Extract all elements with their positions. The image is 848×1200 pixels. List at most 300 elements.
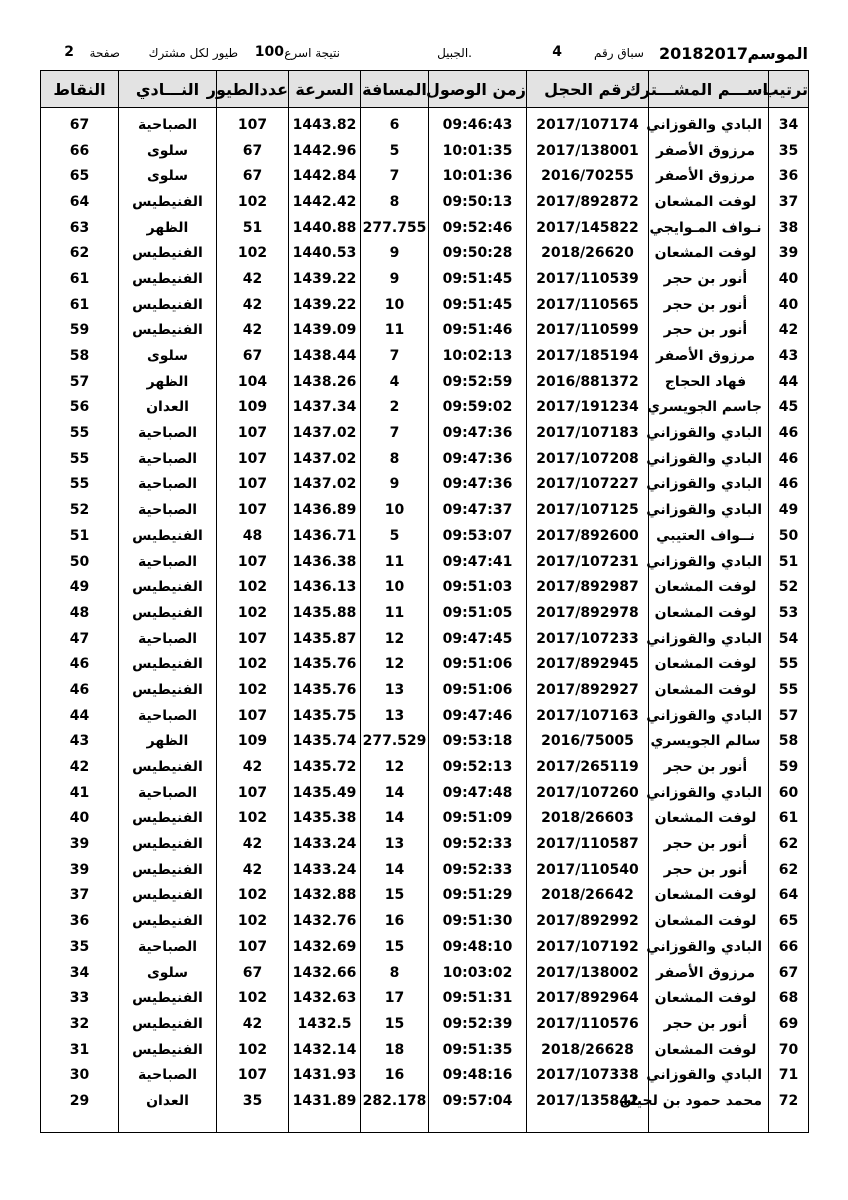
cell-birds: 42 — [217, 857, 289, 883]
cell-birds: 107 — [217, 108, 289, 138]
cell-birds: 107 — [217, 703, 289, 729]
empty-cell — [289, 1114, 361, 1133]
cell-distance: 4 — [361, 369, 429, 395]
cell-club: الفنيطيس — [119, 1037, 217, 1063]
cell-rank: 71 — [769, 1062, 809, 1088]
cell-birds: 107 — [217, 1062, 289, 1088]
cell-ring: 2017/110576 — [527, 1011, 649, 1037]
cell-points: 57 — [41, 369, 119, 395]
cell-distance: 11 — [361, 318, 429, 344]
table-row — [41, 754, 809, 780]
cell-points: 47 — [41, 626, 119, 652]
cell-participant: أنور بن حجر — [649, 831, 769, 857]
cell-ring: 2017/110539 — [527, 266, 649, 292]
cell-distance: 15 — [361, 883, 429, 909]
cell-distance: 7 — [361, 420, 429, 446]
cell-rank: 64 — [769, 883, 809, 909]
cell-distance: 10 — [361, 292, 429, 318]
cell-rank: 61 — [769, 806, 809, 832]
cell-club: الصباحية — [119, 472, 217, 498]
cell-arrival: 09:51:45 — [429, 292, 527, 318]
cell-speed: 1439.22 — [289, 266, 361, 292]
cell-arrival: 09:57:04 — [429, 1088, 527, 1114]
cell-participant: مرزوق الأصفر — [649, 960, 769, 986]
cell-participant: البادي والقوزاني — [649, 472, 769, 498]
empty-cell — [361, 1114, 429, 1133]
cell-birds: 42 — [217, 754, 289, 780]
cell-distance: 8 — [361, 189, 429, 215]
cell-distance: 10 — [361, 497, 429, 523]
cell-ring: 2017/185194 — [527, 343, 649, 369]
cell-ring: 2018/26620 — [527, 240, 649, 266]
cell-distance: 16 — [361, 908, 429, 934]
table-row — [41, 266, 809, 292]
cell-distance: 7 — [361, 343, 429, 369]
table-row — [41, 677, 809, 703]
cell-rank: 52 — [769, 574, 809, 600]
cell-birds: 67 — [217, 138, 289, 164]
cell-arrival: 09:53:07 — [429, 523, 527, 549]
cell-points: 55 — [41, 446, 119, 472]
cell-arrival: 09:47:48 — [429, 780, 527, 806]
cell-participant: لوفت المشعان — [649, 883, 769, 909]
cell-birds: 102 — [217, 806, 289, 832]
table-row — [41, 138, 809, 164]
cell-ring: 2017/107125 — [527, 497, 649, 523]
empty-cell — [769, 1114, 809, 1133]
cell-distance: 9 — [361, 472, 429, 498]
cell-club: سلوى — [119, 960, 217, 986]
cell-rank: 39 — [769, 240, 809, 266]
cell-rank: 46 — [769, 420, 809, 446]
cell-club: الصباحية — [119, 446, 217, 472]
table-row — [41, 292, 809, 318]
cell-speed: 1436.89 — [289, 497, 361, 523]
table-row — [41, 549, 809, 575]
cell-speed: 1432.69 — [289, 934, 361, 960]
cell-rank: 62 — [769, 831, 809, 857]
cell-participant: لوفت المشعان — [649, 806, 769, 832]
cell-rank: 66 — [769, 934, 809, 960]
cell-birds: 67 — [217, 163, 289, 189]
cell-club: الصباحية — [119, 1062, 217, 1088]
cell-speed: 1435.76 — [289, 677, 361, 703]
cell-speed: 1432.66 — [289, 960, 361, 986]
cell-speed: 1437.02 — [289, 420, 361, 446]
cell-rank: 50 — [769, 523, 809, 549]
cell-participant: مرزوق الأصفر — [649, 138, 769, 164]
table-row — [41, 497, 809, 523]
cell-ring: 2017/138001 — [527, 138, 649, 164]
cell-club: الصباحية — [119, 108, 217, 138]
empty-cell — [41, 1114, 119, 1133]
cell-points: 30 — [41, 1062, 119, 1088]
cell-arrival: 09:48:10 — [429, 934, 527, 960]
cell-rank: 65 — [769, 908, 809, 934]
table-row — [41, 523, 809, 549]
cell-arrival: 09:47:36 — [429, 446, 527, 472]
cell-distance: 8 — [361, 960, 429, 986]
cell-participant: مرزوق الأصفر — [649, 343, 769, 369]
cell-participant: أنور بن حجر — [649, 754, 769, 780]
cell-club: سلوى — [119, 163, 217, 189]
cell-arrival: 09:51:06 — [429, 651, 527, 677]
cell-participant: فهاد الحجاج — [649, 369, 769, 395]
cell-ring: 2017/107192 — [527, 934, 649, 960]
cell-club: الظهر — [119, 215, 217, 241]
cell-points: 41 — [41, 780, 119, 806]
cell-club: الفنيطيس — [119, 240, 217, 266]
cell-ring: 2017/107231 — [527, 549, 649, 575]
cell-club: الصباحية — [119, 934, 217, 960]
table-row — [41, 883, 809, 909]
cell-rank: 72 — [769, 1088, 809, 1114]
cell-participant: لوفت المشعان — [649, 985, 769, 1011]
cell-points: 52 — [41, 497, 119, 523]
cell-speed: 1435.74 — [289, 729, 361, 755]
cell-participant: لوفت المشعان — [649, 240, 769, 266]
col-participant: اســـم المشـــترك — [649, 71, 769, 108]
table-row — [41, 318, 809, 344]
cell-arrival: 09:47:46 — [429, 703, 527, 729]
cell-arrival: 09:47:37 — [429, 497, 527, 523]
table-row — [41, 472, 809, 498]
cell-rank: 46 — [769, 472, 809, 498]
cell-points: 48 — [41, 600, 119, 626]
cell-participant: نـواف المـوايجي — [649, 215, 769, 241]
table-row — [41, 729, 809, 755]
cell-club: الفنيطيس — [119, 1011, 217, 1037]
table-row — [41, 857, 809, 883]
empty-cell — [217, 1114, 289, 1133]
cell-distance: 282.178 — [361, 1088, 429, 1114]
table-row — [41, 343, 809, 369]
cell-ring: 2017/107260 — [527, 780, 649, 806]
cell-distance: 8 — [361, 446, 429, 472]
cell-arrival: 09:51:03 — [429, 574, 527, 600]
cell-distance: 17 — [361, 985, 429, 1011]
cell-distance: 10 — [361, 574, 429, 600]
cell-participant: أنور بن حجر — [649, 1011, 769, 1037]
cell-participant: لوفت المشعان — [649, 600, 769, 626]
cell-speed: 1435.76 — [289, 651, 361, 677]
cell-arrival: 10:01:36 — [429, 163, 527, 189]
cell-ring: 2017/892992 — [527, 908, 649, 934]
cell-rank: 34 — [769, 108, 809, 138]
cell-arrival: 09:52:46 — [429, 215, 527, 241]
cell-points: 34 — [41, 960, 119, 986]
result-label: نتيجة اسرع — [284, 46, 340, 60]
table-row — [41, 703, 809, 729]
cell-ring: 2016/881372 — [527, 369, 649, 395]
table-row — [41, 1088, 809, 1114]
cell-distance: 12 — [361, 626, 429, 652]
cell-rank: 51 — [769, 549, 809, 575]
cell-points: 56 — [41, 395, 119, 421]
cell-participant: لوفت المشعان — [649, 1037, 769, 1063]
cell-ring: 2017/138002 — [527, 960, 649, 986]
cell-ring: 2017/110540 — [527, 857, 649, 883]
cell-speed: 1438.44 — [289, 343, 361, 369]
table-row — [41, 108, 809, 138]
cell-birds: 35 — [217, 1088, 289, 1114]
results-table — [40, 70, 809, 1133]
cell-participant: أنور بن حجر — [649, 266, 769, 292]
table-row — [41, 395, 809, 421]
cell-distance: 13 — [361, 677, 429, 703]
cell-birds: 107 — [217, 549, 289, 575]
cell-rank: 59 — [769, 754, 809, 780]
cell-rank: 43 — [769, 343, 809, 369]
cell-participant: سالم الجويسري — [649, 729, 769, 755]
cell-birds: 107 — [217, 934, 289, 960]
cell-points: 50 — [41, 549, 119, 575]
empty-cell — [119, 1114, 217, 1133]
cell-speed: 1432.76 — [289, 908, 361, 934]
cell-ring: 2018/26603 — [527, 806, 649, 832]
cell-points: 66 — [41, 138, 119, 164]
cell-birds: 102 — [217, 189, 289, 215]
cell-club: الظهر — [119, 369, 217, 395]
cell-participant: محمد حمود بن لحيان — [649, 1088, 769, 1114]
cell-club: الفنيطيس — [119, 754, 217, 780]
cell-club: الفنيطيس — [119, 831, 217, 857]
cell-points: 40 — [41, 806, 119, 832]
cell-ring: 2017/892945 — [527, 651, 649, 677]
cell-ring: 2017/145822 — [527, 215, 649, 241]
cell-speed: 1435.72 — [289, 754, 361, 780]
table-row — [41, 189, 809, 215]
cell-points: 62 — [41, 240, 119, 266]
cell-points: 39 — [41, 831, 119, 857]
cell-birds: 107 — [217, 780, 289, 806]
cell-ring: 2017/110599 — [527, 318, 649, 344]
cell-distance: 14 — [361, 857, 429, 883]
cell-distance: 13 — [361, 831, 429, 857]
cell-distance: 5 — [361, 523, 429, 549]
table-row — [41, 831, 809, 857]
cell-arrival: 10:02:13 — [429, 343, 527, 369]
cell-birds: 102 — [217, 651, 289, 677]
cell-speed: 1440.53 — [289, 240, 361, 266]
cell-arrival: 09:51:45 — [429, 266, 527, 292]
cell-club: الصباحية — [119, 703, 217, 729]
cell-arrival: 09:52:13 — [429, 754, 527, 780]
cell-speed: 1435.75 — [289, 703, 361, 729]
table-row — [41, 215, 809, 241]
cell-participant: أنور بن حجر — [649, 292, 769, 318]
cell-points: 65 — [41, 163, 119, 189]
cell-club: الفنيطيس — [119, 574, 217, 600]
cell-speed: 1439.09 — [289, 318, 361, 344]
cell-rank: 40 — [769, 292, 809, 318]
cell-club: الفنيطيس — [119, 677, 217, 703]
cell-speed: 1432.5 — [289, 1011, 361, 1037]
cell-points: 63 — [41, 215, 119, 241]
cell-ring: 2017/107233 — [527, 626, 649, 652]
cell-points: 55 — [41, 420, 119, 446]
cell-participant: لوفت المشعان — [649, 574, 769, 600]
cell-birds: 102 — [217, 1037, 289, 1063]
cell-ring: 2017/892964 — [527, 985, 649, 1011]
cell-rank: 60 — [769, 780, 809, 806]
cell-speed: 1432.63 — [289, 985, 361, 1011]
cell-points: 61 — [41, 266, 119, 292]
cell-ring: 2017/107227 — [527, 472, 649, 498]
cell-club: الصباحية — [119, 497, 217, 523]
cell-points: 67 — [41, 108, 119, 138]
table-row — [41, 651, 809, 677]
cell-points: 44 — [41, 703, 119, 729]
cell-club: الفنيطيس — [119, 292, 217, 318]
cell-ring: 2017/107183 — [527, 420, 649, 446]
cell-ring: 2017/107338 — [527, 1062, 649, 1088]
cell-birds: 102 — [217, 600, 289, 626]
cell-points: 33 — [41, 985, 119, 1011]
cell-speed: 1432.88 — [289, 883, 361, 909]
cell-arrival: 09:52:39 — [429, 1011, 527, 1037]
cell-club: سلوى — [119, 343, 217, 369]
cell-rank: 45 — [769, 395, 809, 421]
cell-birds: 107 — [217, 626, 289, 652]
table-row — [41, 960, 809, 986]
cell-ring: 2017/892600 — [527, 523, 649, 549]
cell-ring: 2017/892987 — [527, 574, 649, 600]
table-row — [41, 934, 809, 960]
cell-speed: 1437.02 — [289, 472, 361, 498]
cell-rank: 55 — [769, 651, 809, 677]
cell-speed: 1433.24 — [289, 831, 361, 857]
table-row — [41, 985, 809, 1011]
cell-speed: 1436.13 — [289, 574, 361, 600]
cell-club: العدان — [119, 1088, 217, 1114]
page-number: 2 — [64, 44, 74, 60]
result-value: 100 — [254, 44, 284, 60]
cell-rank: 38 — [769, 215, 809, 241]
cell-speed: 1431.93 — [289, 1062, 361, 1088]
cell-club: الظهر — [119, 729, 217, 755]
cell-points: 49 — [41, 574, 119, 600]
cell-participant: مرزوق الأصفر — [649, 163, 769, 189]
cell-rank: 69 — [769, 1011, 809, 1037]
cell-arrival: 09:51:31 — [429, 985, 527, 1011]
cell-points: 35 — [41, 934, 119, 960]
table-row — [41, 369, 809, 395]
cell-participant: نــواف العتيبي — [649, 523, 769, 549]
cell-participant: البادي والقوزاني — [649, 780, 769, 806]
cell-club: الفنيطيس — [119, 857, 217, 883]
cell-arrival: 09:47:41 — [429, 549, 527, 575]
race-label: سباق رقم — [594, 46, 644, 60]
cell-club: الصباحية — [119, 780, 217, 806]
cell-birds: 42 — [217, 831, 289, 857]
cell-ring: 2017/110565 — [527, 292, 649, 318]
cell-ring: 2016/75005 — [527, 729, 649, 755]
cell-distance: 15 — [361, 934, 429, 960]
cell-birds: 102 — [217, 240, 289, 266]
cell-points: 61 — [41, 292, 119, 318]
cell-ring: 2017/892927 — [527, 677, 649, 703]
cell-birds: 102 — [217, 574, 289, 600]
cell-ring: 2017/110587 — [527, 831, 649, 857]
cell-rank: 67 — [769, 960, 809, 986]
cell-speed: 1442.42 — [289, 189, 361, 215]
cell-rank: 58 — [769, 729, 809, 755]
table-row — [41, 574, 809, 600]
cell-arrival: 09:50:28 — [429, 240, 527, 266]
cell-birds: 42 — [217, 1011, 289, 1037]
cell-speed: 1443.82 — [289, 108, 361, 138]
cell-distance: 9 — [361, 266, 429, 292]
cell-participant: البادي والقوزاني — [649, 703, 769, 729]
cell-club: الفنيطيس — [119, 908, 217, 934]
table-row — [41, 780, 809, 806]
cell-birds: 67 — [217, 343, 289, 369]
cell-speed: 1440.88 — [289, 215, 361, 241]
cell-birds: 107 — [217, 472, 289, 498]
cell-club: الفنيطيس — [119, 806, 217, 832]
cell-distance: 15 — [361, 1011, 429, 1037]
cell-participant: لوفت المشعان — [649, 908, 769, 934]
table-row — [41, 908, 809, 934]
cell-distance: 13 — [361, 703, 429, 729]
cell-club: الفنيطيس — [119, 318, 217, 344]
cell-points: 46 — [41, 651, 119, 677]
cell-rank: 70 — [769, 1037, 809, 1063]
cell-ring: 2017/135842 — [527, 1088, 649, 1114]
cell-birds: 107 — [217, 497, 289, 523]
cell-participant: البادي والقوزاني — [649, 1062, 769, 1088]
cell-birds: 42 — [217, 266, 289, 292]
cell-rank: 35 — [769, 138, 809, 164]
cell-arrival: 09:47:36 — [429, 472, 527, 498]
cell-points: 31 — [41, 1037, 119, 1063]
cell-rank: 42 — [769, 318, 809, 344]
cell-arrival: 10:01:35 — [429, 138, 527, 164]
cell-participant: أنور بن حجر — [649, 318, 769, 344]
table-row — [41, 1062, 809, 1088]
cell-rank: 53 — [769, 600, 809, 626]
cell-rank: 46 — [769, 446, 809, 472]
cell-ring: 2018/26628 — [527, 1037, 649, 1063]
cell-ring: 2017/265119 — [527, 754, 649, 780]
cell-arrival: 09:52:33 — [429, 831, 527, 857]
cell-participant: لوفت المشعان — [649, 677, 769, 703]
cell-arrival: 09:51:29 — [429, 883, 527, 909]
cell-club: الفنيطيس — [119, 985, 217, 1011]
cell-distance: 7 — [361, 163, 429, 189]
cell-speed: 1436.38 — [289, 549, 361, 575]
header-row — [41, 71, 809, 108]
cell-distance: 14 — [361, 806, 429, 832]
cell-distance: 18 — [361, 1037, 429, 1063]
cell-points: 37 — [41, 883, 119, 909]
cell-distance: 12 — [361, 651, 429, 677]
cell-speed: 1433.24 — [289, 857, 361, 883]
cell-arrival: 09:52:59 — [429, 369, 527, 395]
col-club: النـــادي — [119, 71, 217, 108]
cell-arrival: 09:53:18 — [429, 729, 527, 755]
cell-birds: 109 — [217, 395, 289, 421]
cell-points: 58 — [41, 343, 119, 369]
empty-cell — [649, 1114, 769, 1133]
col-distance: المسافة — [361, 71, 429, 108]
cell-club: الصباحية — [119, 626, 217, 652]
cell-birds: 67 — [217, 960, 289, 986]
cell-birds: 107 — [217, 420, 289, 446]
cell-arrival: 09:47:36 — [429, 420, 527, 446]
cell-rank: 49 — [769, 497, 809, 523]
